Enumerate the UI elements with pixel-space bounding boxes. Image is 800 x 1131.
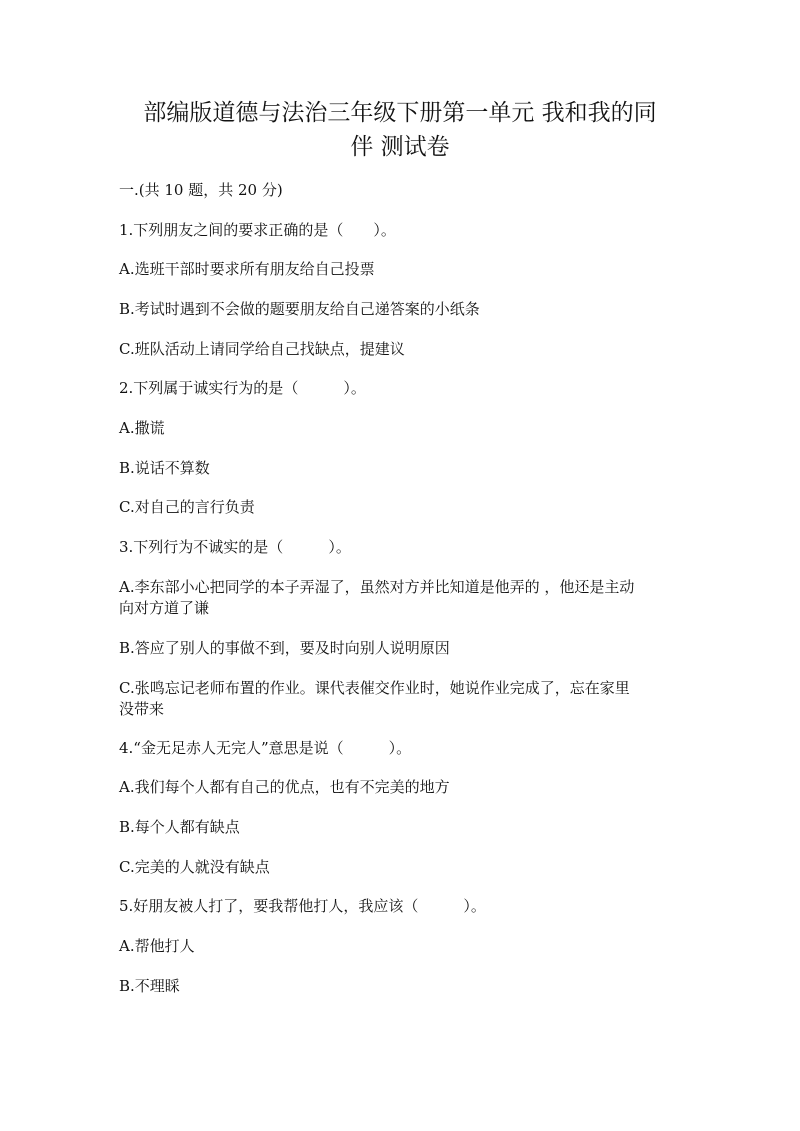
question-3-option-b: B.答应了别人的事做不到，要及时向别人说明原因: [119, 639, 450, 657]
question-1-option-a: A.选班干部时要求所有朋友给自己投票: [119, 260, 375, 278]
question-4-option-a: A.我们每个人都有自己的优点，也有不完美的地方: [119, 778, 450, 796]
question-5-option-a: A.帮他打人: [119, 937, 195, 955]
question-5-stem: 5.好朋友被人打了，要我帮他打人，我应该（ ）。: [119, 897, 486, 915]
question-3-option-a-line-1: A.李东部小心把同学的本子弄湿了，虽然对方并比知道是他弄的 ，他还是主动: [119, 578, 635, 596]
question-1-stem: 1.下列朋友之间的要求正确的是（ ）。: [119, 221, 396, 239]
document-title: [100, 96, 700, 164]
title-line-1: 部编版道德与法治三年级下册第一单元 我和我的同: [143, 100, 657, 126]
question-2-stem: 2.下列属于诚实行为的是（ ）。: [119, 379, 366, 397]
question-4-option-c: C.完美的人就没有缺点: [119, 858, 270, 876]
question-2-option-b: B.说话不算数: [119, 459, 210, 477]
question-3-option-c-line-1: C.张鸣忘记老师布置的作业。课代表催交作业时，她说作业完成了，忘在家里: [119, 679, 630, 697]
question-1-option-c: C.班队活动上请同学给自己找缺点，提建议: [119, 340, 405, 358]
title-line-2: 伴 测试卷: [350, 134, 450, 160]
question-5-option-b: B.不理睬: [119, 977, 180, 995]
question-2-option-c: C.对自己的言行负责: [119, 498, 255, 516]
question-3-option-a-line-2: 向对方道了谦: [119, 599, 210, 617]
question-4-option-b: B.每个人都有缺点: [119, 818, 240, 836]
question-3-option-c-line-2: 没带来: [119, 700, 165, 718]
question-3-stem: 3.下列行为不诚实的是（ ）。: [119, 538, 351, 556]
question-2-option-a: A.撒谎: [119, 419, 165, 437]
question-4-stem: 4.“金无足赤人无完人”意思是说（ ）。: [119, 739, 412, 757]
question-1-option-b: B.考试时遇到不会做的题要朋友给自己递答案的小纸条: [119, 300, 480, 318]
section-heading: 一.(共 10 题，共 20 分): [119, 181, 283, 199]
